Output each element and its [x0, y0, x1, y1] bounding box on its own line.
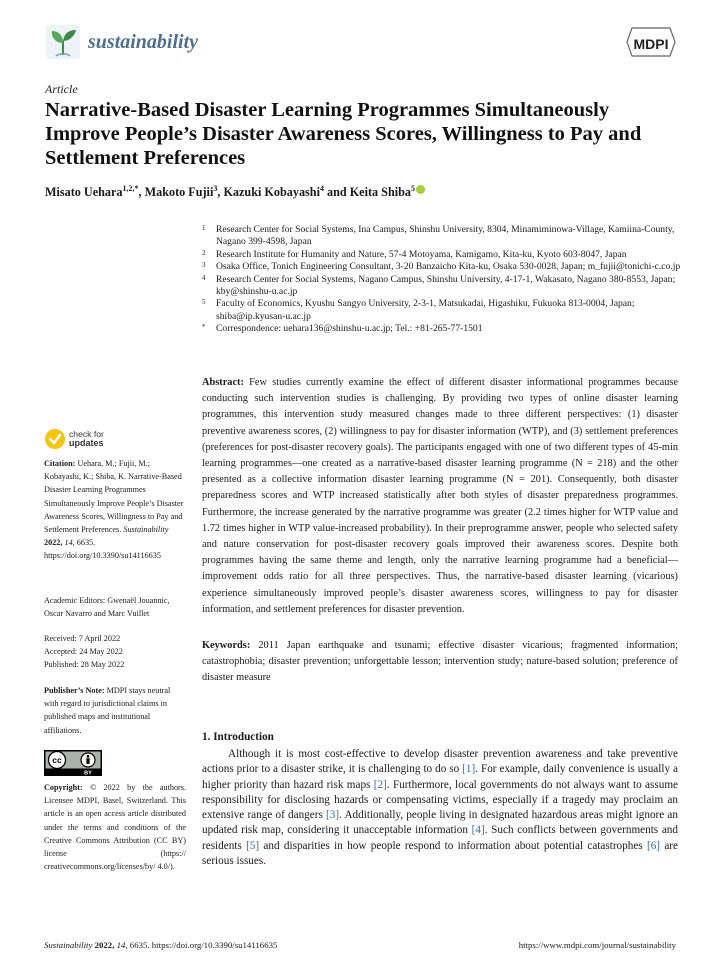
- intro-text: . Such conflicts between governments and residents: [202, 824, 678, 852]
- abstract-text: Few studies currently examine the effect of different disaster informational programmes because conducting such intervention studies is challenging. By providing two types of online disaster learning programmes, this intervention study measured changes made to three different perspectives: (1) disaster preventive awareness scores, (2) willingness to pay for disaster information (WTP), and (3) settlement preferences (preferences for post-disaster recovery goals). The participants engaged with one of two different types of 45-min learning programmes—one created as a narrative-based disaster learning programme (N = 218) and the other presented as a collective information disaster learning programme (N = 201). Consequently, both disaster preparedness scores and WTP increased statistically after both styles of disaster preparedness programmes. Furthermore, the increase generated by the narrative programme was greater (2.2 times higher for WTP value and 1.72 times higher in WTP value-increased probability). In their preprogramme answer, people who selected safety and nature conservation for post-disaster recovery goals improved their awareness scores. Despite both programmes having the same theme and length, only the narrative learning programme had a beneficial—improvement odds ratio for all three perspectives. Thus, the narrative-based disaster learning (vicarious) experience simultaneously improved people’s disaster awareness scores, willingness to pay for disaster information, and settlement preferences for disaster prevention.: [202, 377, 678, 615]
- author-affiliation-marker: 1,2,*: [122, 184, 139, 193]
- check-updates-line1: check for: [69, 429, 104, 439]
- affiliation-text: Research Institute for Humanity and Nature, 57-4 Motoyama, Kamigamo, Kita-ku, Kyoto 603-8047, Japan: [216, 248, 627, 260]
- abstract: [202, 375, 678, 618]
- publisher-note-text: MDPI stays neutral with regard to jurisdictional claims in published maps and institutional affiliations.: [44, 686, 171, 735]
- affiliation-item: [202, 274, 682, 299]
- article-type: Article: [45, 82, 78, 96]
- section-heading-introduction: 1. Introduction: [202, 731, 274, 743]
- creative-commons-icon: [44, 750, 102, 776]
- citation-link[interactable]: [5]: [246, 839, 260, 852]
- author-name[interactable]: Keita Shiba: [349, 185, 411, 200]
- academic-editors: [44, 594, 186, 620]
- copyright-text: © 2022 by the authors. Licensee MDPI, Basel, Switzerland. This article is an open access article distributed under the terms and conditions of the Creative Commons Attribution (CC BY) license (https:// creativecommons.org/licenses/by/ 4.0/).: [44, 783, 187, 872]
- cc-badge-by-text: BY: [84, 770, 92, 776]
- keywords-text: 2011 Japan earthquake and tsunami; effective disaster vicarious; fragmented information; catastrophobia; disaster prevention; unforgettable lesson; intervention study; nature-based solution; preference of disaster measure: [202, 640, 678, 684]
- citation-link[interactable]: [1]: [462, 763, 476, 776]
- journal-logo[interactable]: [46, 22, 198, 62]
- citation-text: Uehara, M.; Fujii, M.; Kobayashi, K.; Shiba, K. Narrative-Based Disaster Learning Programmes Simultaneously Improve People’s Disaster Awareness Scores, Willingness to Pay and Settlement Preferences.: [44, 459, 184, 535]
- intro-text: Although it is most cost-effective to develop disaster prevention awareness and take preventive actions prior to a disaster strike, it is challenging to do so: [202, 748, 678, 776]
- publisher-note: [44, 684, 186, 737]
- affiliation-number: 4: [202, 273, 206, 282]
- affiliation-text: Faculty of Economics, Kyushu Sangyo University, 2-3-1, Matsukadai, Higashiku, Fukuoka 813-0004, Japan; shiba@ip.kyusan-u.ac.jp: [216, 298, 635, 322]
- affiliation-text: Osaka Office, Tonich Engineering Consultant, 3-20 Banzaicho Kita-ku, Osaka 530-0028, Japan; m_fujii@tonichi-c.co.jp: [216, 261, 681, 273]
- affiliation-item: [202, 249, 682, 261]
- citation-link[interactable]: [6]: [646, 839, 661, 852]
- affiliation-number: *: [202, 323, 206, 332]
- author-separator: and: [323, 185, 350, 200]
- author-name[interactable]: Makoto Fujii: [144, 185, 214, 200]
- citation-year: 2022,: [44, 538, 63, 548]
- author-affiliation-marker: 4: [319, 184, 324, 193]
- article-dates: [44, 632, 186, 672]
- citation-block: [44, 457, 186, 563]
- citation-volume: 14,: [64, 538, 75, 548]
- affiliation-text: Research Center for Social Systems, Nagano Campus, Shinshu University, 4-17-1, Wakasato, Nagano 380-8553, Japan; kby@shinshu-u.ac.jp: [216, 273, 676, 298]
- citation-doi-link[interactable]: 6635. https://doi.org/10.3390/su14116635: [44, 538, 161, 561]
- publisher-note-label: Publisher’s Note:: [44, 686, 105, 695]
- copyright-notice: [44, 781, 186, 873]
- keywords-label: Keywords:: [202, 640, 251, 651]
- abstract-label: Abstract:: [202, 377, 244, 388]
- mdpi-logo[interactable]: [626, 24, 676, 60]
- affiliation-number: 1: [202, 224, 206, 232]
- footer-citation: [44, 940, 277, 950]
- leaf-sprout-icon: [46, 25, 80, 59]
- author-separator: ,: [138, 185, 145, 200]
- journal-name: sustainability: [88, 30, 199, 53]
- footer-year: 2022,: [94, 940, 115, 950]
- affiliation-item: [202, 224, 682, 249]
- intro-text: . Furthermore, local governments do not always want to assume responsibility for disclosing hazards or compensating victims, especially if a tragedy may proclaim an extensive range of dangers: [202, 778, 678, 822]
- footer-journal-url[interactable]: https://www.mdpi.com/journal/sustainability: [518, 940, 676, 950]
- academic-editors-text: Academic Editors: Gwenaël Jouannic, Oscar Navarro and Marc Vuillet: [44, 596, 170, 619]
- author-affiliation-marker: 3: [213, 184, 218, 193]
- received-date: Received: 7 April 2022: [44, 634, 121, 643]
- intro-text: . Additionally, people living in designated hazardous areas might ignore an updated risk map, considering it unacceptable information: [202, 809, 678, 837]
- check-updates-icon: [44, 428, 66, 450]
- affiliation-number: 5: [202, 298, 206, 307]
- check-for-updates-button[interactable]: [44, 428, 104, 450]
- svg-text:cc: cc: [52, 755, 62, 766]
- intro-text: are serious issues.: [202, 839, 678, 868]
- footer-volume: 14,: [116, 940, 128, 950]
- citation-link[interactable]: [2]: [373, 778, 387, 791]
- correspondence: [202, 323, 682, 335]
- affiliation-number: 3: [202, 261, 206, 270]
- mdpi-logo-text: MDPI: [633, 36, 669, 52]
- citation-link[interactable]: [4]: [471, 824, 485, 837]
- introduction-paragraph: [202, 747, 678, 869]
- accepted-date: Accepted: 24 May 2022: [44, 647, 123, 657]
- author-list: [45, 184, 425, 200]
- keywords: [202, 638, 678, 687]
- author-name[interactable]: Misato Uehara: [45, 185, 123, 200]
- citation-link[interactable]: [3]: [326, 809, 340, 822]
- author-affiliation-marker: 5: [411, 184, 415, 193]
- citation-journal: Sustainability: [123, 525, 169, 535]
- affiliations: [202, 224, 682, 336]
- copyright-label: Copyright:: [44, 783, 83, 792]
- affiliation-item: [202, 298, 682, 323]
- affiliation-item: [202, 261, 682, 273]
- intro-text: and disparities in how people respond to information about potential catastrophes: [259, 839, 647, 852]
- cc-by-license-badge[interactable]: [44, 750, 102, 776]
- footer-journal: Sustainability: [44, 940, 93, 950]
- published-date: Published: 28 May 2022: [44, 660, 125, 670]
- check-updates-line2: updates: [69, 438, 104, 448]
- author-separator: ,: [217, 185, 224, 200]
- article-title: Narrative-Based Disaster Learning Programmes Simultaneously Improve People’s Disaster Awareness Scores, Willingness to Pay and Settlement Preferences: [45, 99, 642, 169]
- orcid-icon[interactable]: [416, 185, 425, 194]
- affiliation-number: 2: [202, 248, 206, 257]
- affiliation-text: Research Center for Social Systems, Ina Campus, Shinshu University, 8304, Minamiminowa-Village, Kamiina-County, Nagano 399-4598, Japan: [216, 224, 675, 248]
- author-name[interactable]: Kazuki Kobayashi: [223, 185, 320, 200]
- correspondence-text: Correspondence: uehara136@shinshu-u.ac.jp; Tel.: +81-265-77-1501: [216, 323, 483, 335]
- check-updates-label: [69, 430, 104, 448]
- citation-label: Citation:: [44, 459, 76, 468]
- footer-doi-link[interactable]: 6635. https://doi.org/10.3390/su14116635: [129, 940, 278, 950]
- intro-text: . For example, daily convenience is usually a higher priority than hazard risk maps: [202, 763, 678, 791]
